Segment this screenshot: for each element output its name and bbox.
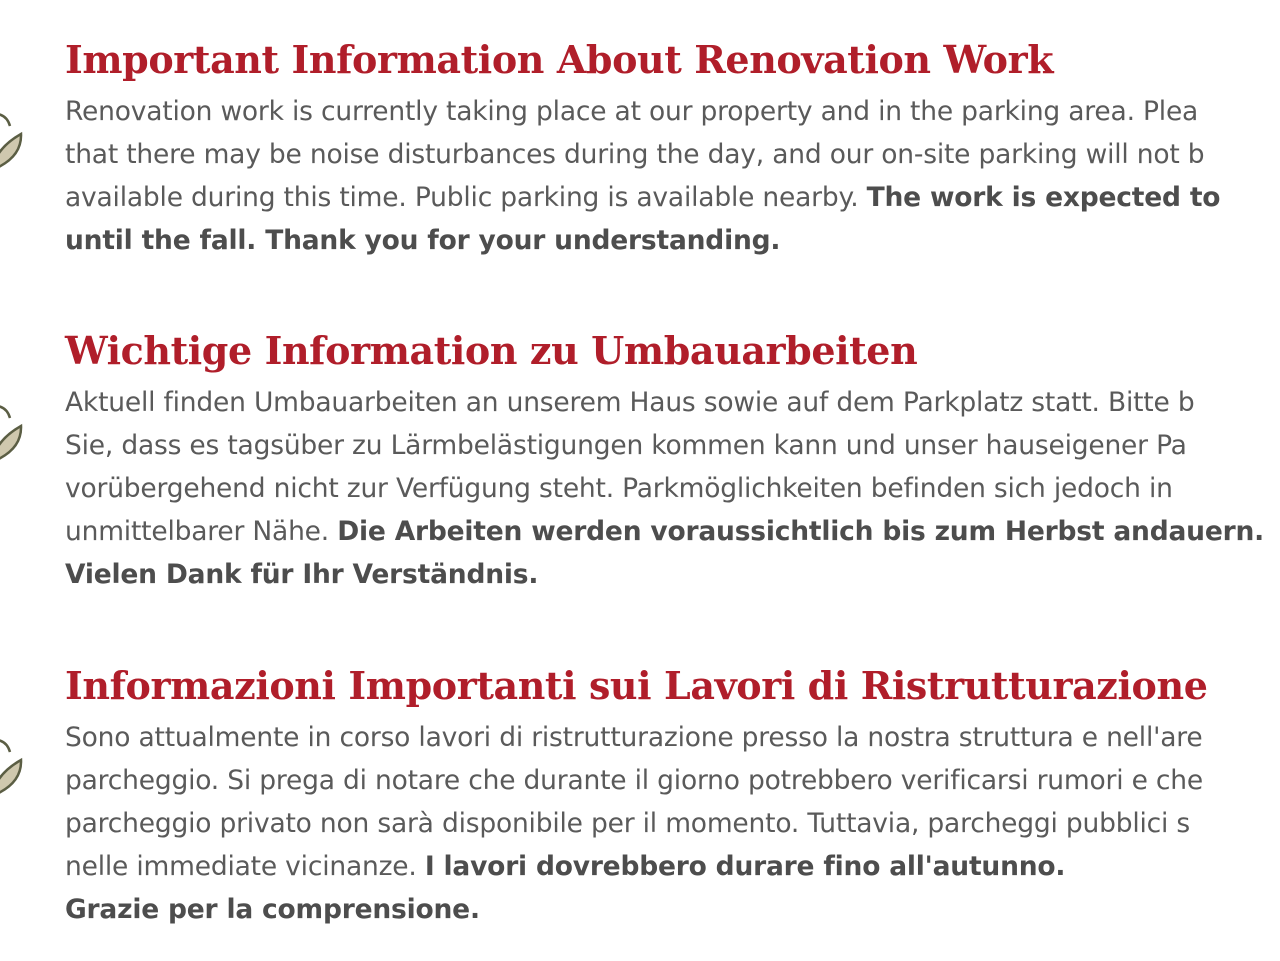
body-italian bbox=[65, 716, 1280, 931]
title-italian: Informazioni Importanti sui Lavori di Ristrutturazione bbox=[65, 663, 1208, 708]
body-bold-line: Grazie per la comprensione. bbox=[65, 894, 480, 925]
leaf-icon bbox=[0, 96, 24, 176]
body-line bbox=[65, 510, 1280, 553]
body-line: parcheggio. Si prega di notare che durante il giorno potrebbero verificarsi rumori e che bbox=[65, 765, 1203, 796]
body-english bbox=[65, 90, 1280, 262]
body-line: that there may be noise disturbances during the day, and our on-site parking will not b bbox=[65, 139, 1205, 170]
body-text: nelle immediate vicinanze. bbox=[65, 851, 425, 882]
body-line bbox=[65, 845, 1280, 888]
body-line: vorübergehend nicht zur Verfügung steht. Parkmöglichkeiten befinden sich jedoch in bbox=[65, 473, 1173, 504]
body-bold-text: Die Arbeiten werden voraussichtlich bis zum Herbst andauern. bbox=[337, 516, 1265, 547]
body-bold-line: Vielen Dank für Ihr Verständnis. bbox=[65, 559, 539, 590]
title-german: Wichtige Information zu Umbauarbeiten bbox=[65, 328, 918, 373]
body-line: parcheggio privato non sarà disponibile per il momento. Tuttavia, parcheggi pubblici s bbox=[65, 808, 1191, 839]
body-bold-line: until the fall. Thank you for your understanding. bbox=[65, 225, 781, 256]
body-text: available during this time. Public parking is available nearby. bbox=[65, 182, 867, 213]
body-line bbox=[65, 176, 1280, 219]
body-bold-text: The work is expected to bbox=[866, 182, 1221, 213]
body-line: Sie, dass es tagsüber zu Lärmbelästigungen kommen kann und unser hauseigener Pa bbox=[65, 430, 1187, 461]
body-german bbox=[65, 381, 1280, 596]
leaf-icon bbox=[0, 722, 24, 802]
body-text: unmittelbarer Nähe. bbox=[65, 516, 338, 547]
body-line: Aktuell finden Umbauarbeiten an unserem Haus sowie auf dem Parkplatz statt. Bitte b bbox=[65, 387, 1195, 418]
leaf-icon bbox=[0, 388, 24, 468]
title-english: Important Information About Renovation Work bbox=[65, 37, 1054, 82]
body-line: Renovation work is currently taking place at our property and in the parking area. Plea bbox=[65, 96, 1199, 127]
body-bold-text: I lavori dovrebbero durare fino all'autunno. bbox=[424, 851, 1066, 882]
body-line: Sono attualmente in corso lavori di ristrutturazione presso la nostra struttura e nell'are bbox=[65, 722, 1203, 753]
